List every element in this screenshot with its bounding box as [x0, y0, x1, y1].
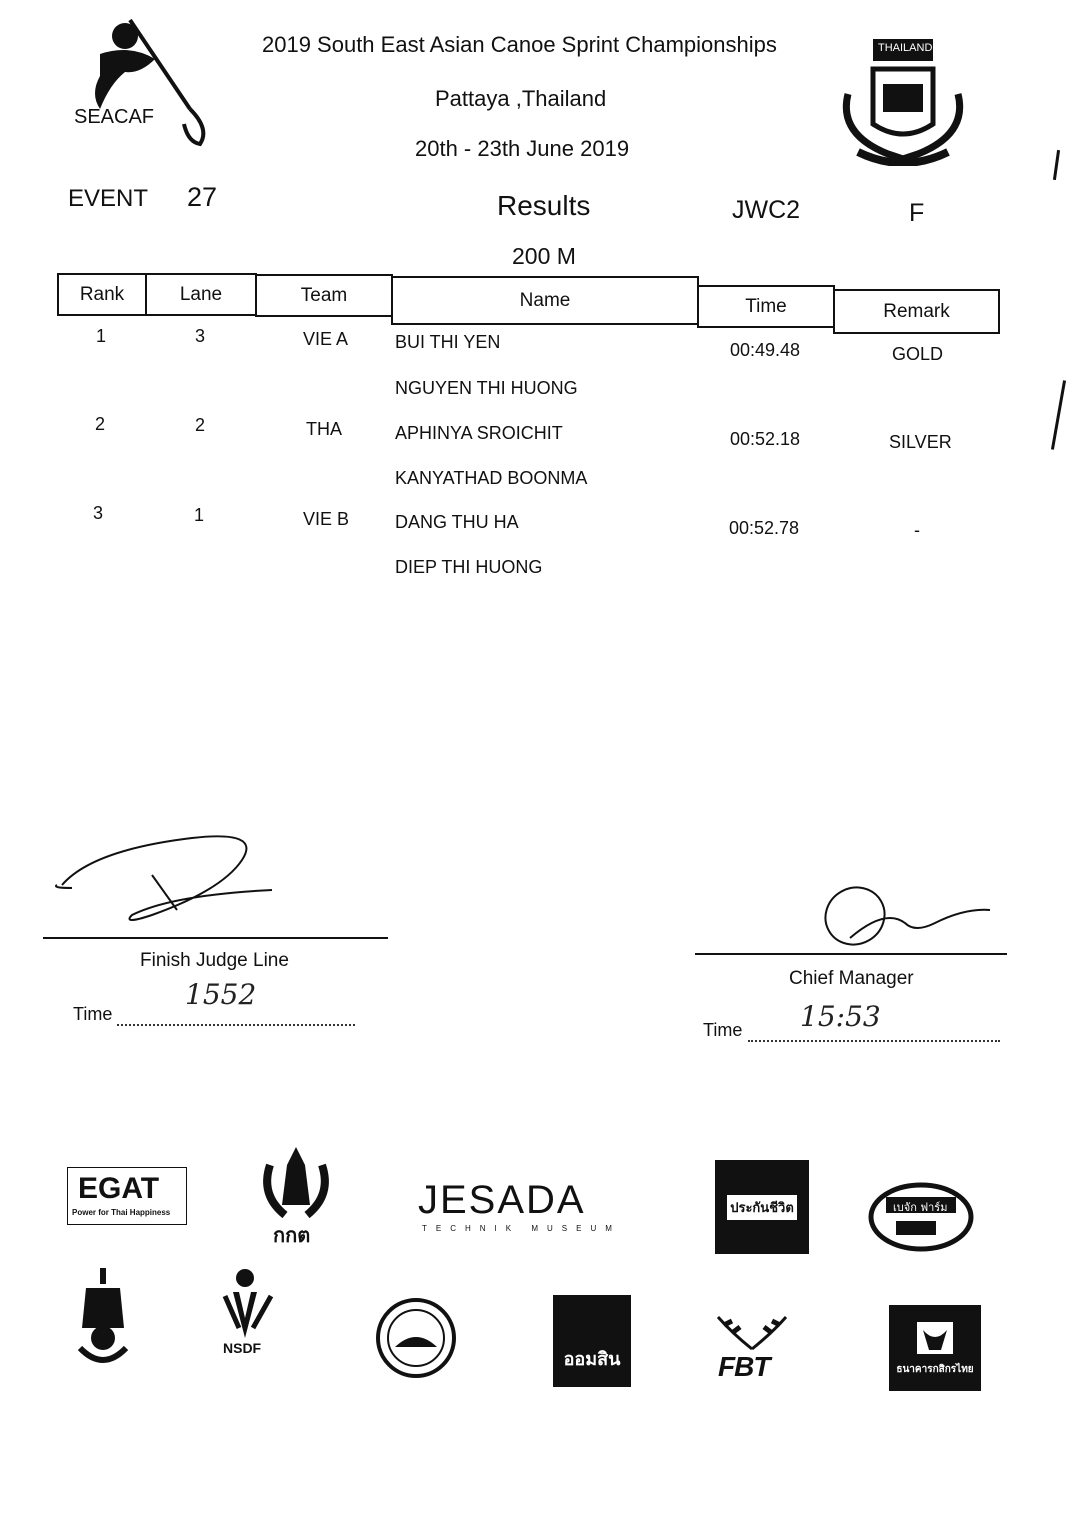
sponsor-kbank-logo [889, 1305, 981, 1391]
table-row-3-lane: 1 [194, 505, 205, 525]
insurance-wordmark: ประกันชีวิต [727, 1195, 797, 1220]
chief-manager-label: Chief Manager [789, 968, 914, 989]
sponsor-egat-logo [67, 1167, 187, 1225]
document-type: Results [497, 190, 591, 221]
nsdf-torch-icon [213, 1268, 283, 1340]
jesada-subtitle: TECHNIK MUSEUM [422, 1224, 621, 1233]
table-row-1-time: 00:49.48 [730, 340, 801, 360]
table-row-1-lane: 3 [195, 326, 206, 346]
finish-judge-time-value: 1552 [185, 978, 257, 1011]
table-row-1-name-2: NGUYEN THI HUONG [395, 378, 578, 398]
sponsor-port-authority-seal [375, 1297, 457, 1379]
table-row-3-name-2: DIEP THI HUONG [395, 557, 543, 577]
finish-judge-time-label: Time [73, 1004, 113, 1024]
scan-edge-artifact [1053, 150, 1060, 180]
chief-manager-time-label: Time [703, 1020, 743, 1040]
event-number: 27 [187, 182, 218, 212]
table-row-3-time: 00:52.78 [729, 518, 800, 538]
column-header-name: Name [391, 276, 699, 325]
sponsor-navy-emblem [76, 1268, 130, 1372]
sponsor-nsdf-logo [213, 1268, 283, 1376]
event-label: EVENT [68, 185, 149, 212]
fbt-wordmark: FBT [718, 1351, 770, 1382]
dates: 20th - 23th June 2019 [415, 136, 630, 161]
championship-title: 2019 South East Asian Canoe Sprint Championships [262, 32, 777, 57]
chief-manager-signature-icon [815, 878, 995, 948]
crest-banner-text: THAILAND [878, 42, 933, 54]
table-row-1-remark: GOLD [892, 344, 944, 364]
sponsor-insurance-logo [715, 1160, 809, 1254]
seacaf-logo [70, 14, 230, 154]
table-row-2-name-1: APHINYA SROICHIT [395, 423, 563, 443]
table-row-2-team: THA [306, 419, 342, 439]
sponsor-farm-logo [866, 1175, 976, 1253]
seacaf-label: SEACAF [74, 106, 155, 128]
thailand-crest [828, 34, 978, 166]
egat-wordmark: EGAT [78, 1172, 160, 1205]
table-row-2-name-2: KANYATHAD BOONMA [395, 468, 588, 488]
column-header-lane: Lane [145, 273, 257, 316]
aomsin-wordmark: ออมสิน [563, 1348, 621, 1370]
finish-judge-signature-icon [52, 830, 282, 930]
location: Pattaya ,Thailand [435, 86, 607, 111]
table-row-2-rank: 2 [95, 414, 106, 434]
column-header-remark: Remark [833, 289, 1000, 334]
farm-wordmark: เบจัก ฟาร์ม [893, 1201, 948, 1214]
navy-anchor-icon [76, 1268, 130, 1372]
kkt-wordmark: กกต [273, 1223, 311, 1247]
event-class: JWC2 [732, 196, 801, 224]
table-row-3-team: VIE B [303, 509, 350, 529]
kkt-emblem-icon [255, 1145, 337, 1225]
sponsor-fbt-logo [712, 1313, 792, 1383]
table-row-3-rank: 3 [93, 503, 104, 523]
table-row-1-name-1: BUI THI YEN [395, 332, 501, 352]
event-distance: 200 M [512, 243, 576, 269]
column-header-team: Team [255, 274, 393, 317]
kbank-wordmark: ธนาคารกสิกรไทย [896, 1363, 974, 1375]
nsdf-wordmark: NSDF [223, 1340, 262, 1356]
chief-manager-time-field [748, 1040, 1000, 1042]
jesada-wordmark: JESADA [418, 1178, 586, 1222]
table-row-3-name-1: DANG THU HA [395, 512, 519, 532]
sponsor-jesada-logo [418, 1178, 621, 1236]
chief-manager-time-value: 15:53 [800, 1000, 881, 1033]
table-row-2-remark: SILVER [889, 432, 952, 452]
column-header-rank: Rank [57, 273, 147, 316]
table-row-3-remark: - [914, 520, 920, 540]
table-row-1-team: VIE A [303, 329, 349, 349]
table-row-2-time: 00:52.18 [730, 429, 801, 449]
finish-judge-signature-line [43, 937, 388, 939]
finish-judge-time-field [117, 1024, 355, 1026]
table-row-2-lane: 2 [195, 415, 206, 435]
sponsor-kkt-logo [255, 1145, 337, 1245]
scan-edge-artifact [1051, 380, 1066, 449]
port-authority-seal-icon [375, 1297, 457, 1379]
table-row-1-rank: 1 [96, 326, 107, 346]
fbt-laurel-icon [712, 1313, 792, 1353]
sponsor-aomsin-logo [553, 1295, 631, 1387]
finish-judge-label: Finish Judge Line [140, 950, 289, 971]
event-stage: F [909, 199, 925, 227]
column-header-time: Time [697, 285, 835, 328]
kbank-emblem-icon [915, 1320, 955, 1356]
chief-manager-signature-line [695, 953, 1007, 955]
egat-tagline: Power for Thai Happiness [72, 1208, 171, 1217]
seacaf-paddler-icon [70, 14, 230, 154]
